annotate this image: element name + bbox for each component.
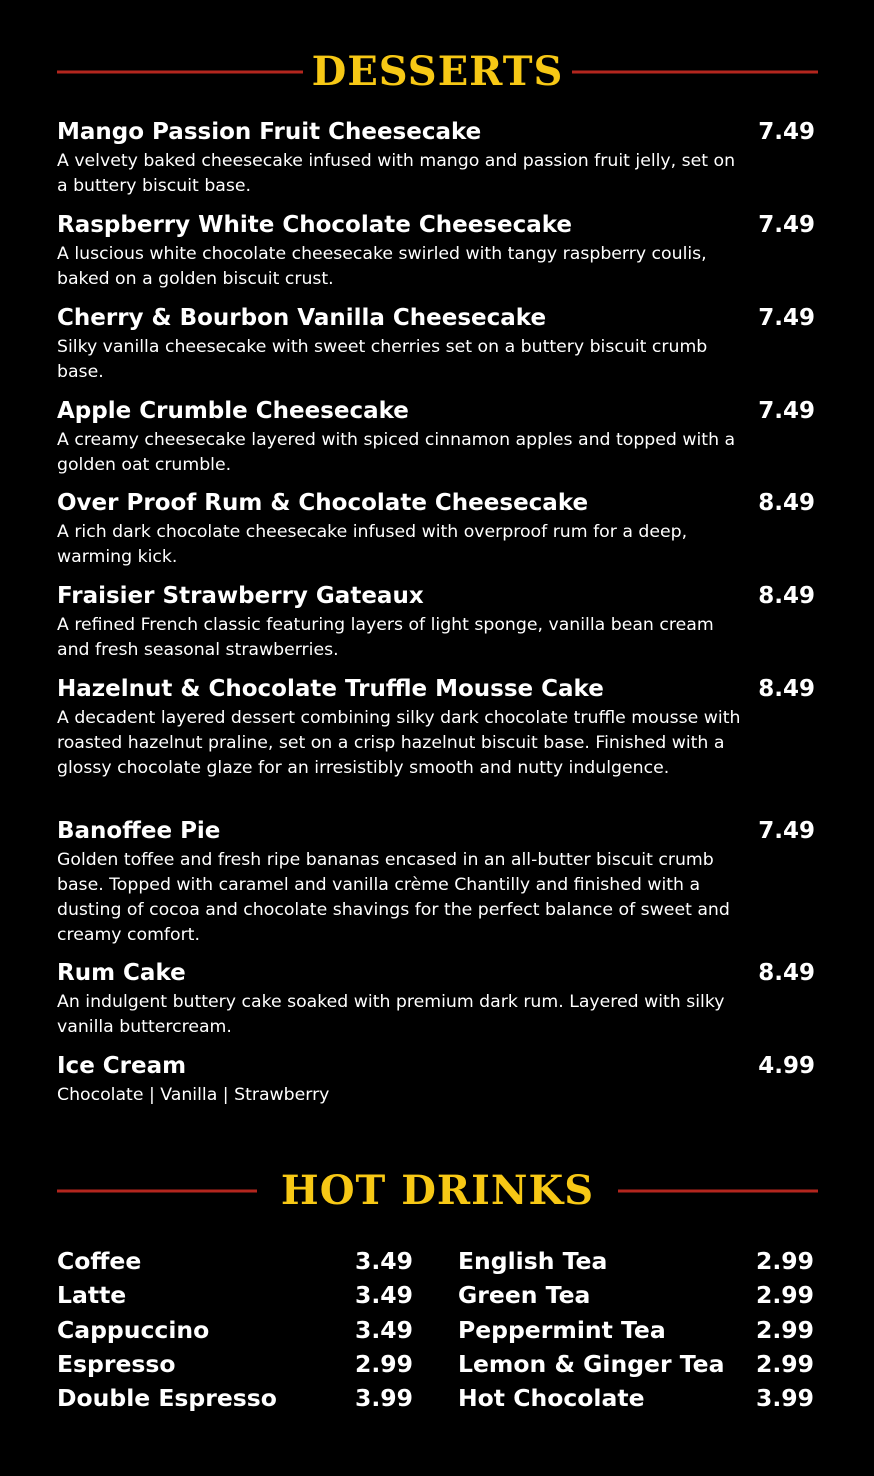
item-price: 7.49	[758, 119, 815, 145]
item-price: 8.49	[758, 676, 815, 702]
item-name: Banoffee Pie	[57, 818, 221, 844]
hot-drinks-header	[57, 1166, 818, 1216]
item-name: Hazelnut & Chocolate Truffle Mousse Cake	[57, 676, 604, 702]
drink-price: 3.99	[355, 1384, 413, 1413]
drink-row	[57, 1383, 413, 1417]
item-price: 7.49	[758, 818, 815, 844]
hot-drinks-right-column	[458, 1246, 814, 1417]
drink-name: Lemon & Ginger Tea	[458, 1349, 725, 1378]
drink-row	[57, 1246, 413, 1280]
drink-row	[458, 1246, 814, 1280]
item-price: 4.99	[758, 1053, 815, 1079]
item-description: A luscious white chocolate cheesecake swirled with tangy raspberry coulis, baked on a golden biscuit crust.	[57, 244, 707, 289]
drink-row	[57, 1349, 413, 1383]
hot-drinks-left-column	[57, 1246, 413, 1417]
item-description: A decadent layered dessert combining silky dark chocolate truffle mousse with roasted hazelnut praline, set on a crisp hazelnut biscuit base. Finished with a glossy chocolate glaze for an irresistibly smooth and nutty indulgence.	[57, 708, 741, 778]
item-description: Golden toffee and fresh ripe bananas encased in an all-butter biscuit crumb base. Topped with caramel and vanilla crème Chantilly and finished with a dusting of cocoa and chocolate shavings for the perfect balance of sweet and creamy comfort.	[57, 850, 730, 945]
drink-row	[57, 1315, 413, 1349]
drink-price: 3.49	[355, 1247, 413, 1275]
item-price: 7.49	[758, 305, 815, 331]
drink-name: English Tea	[458, 1247, 608, 1275]
drink-row	[458, 1349, 814, 1383]
drink-price: 2.99	[756, 1349, 814, 1378]
item-name: Ice Cream	[57, 1053, 187, 1079]
drink-price: 2.99	[756, 1315, 814, 1344]
item-name: Apple Crumble Cheesecake	[57, 398, 409, 424]
drink-name: Hot Chocolate	[458, 1384, 645, 1413]
drink-name: Cappuccino	[57, 1315, 210, 1344]
drink-name: Peppermint Tea	[458, 1315, 666, 1344]
hot-drinks-title: HOT DRINKS	[280, 1167, 595, 1214]
item-name: Mango Passion Fruit Cheesecake	[57, 119, 482, 145]
item-description: Silky vanilla cheesecake with sweet cherries set on a buttery biscuit crumb base.	[57, 337, 708, 382]
drink-price: 2.99	[355, 1349, 413, 1378]
drink-name: Green Tea	[458, 1281, 591, 1310]
drink-row	[458, 1280, 814, 1314]
drink-row	[458, 1315, 814, 1349]
item-name: Over Proof Rum & Chocolate Cheesecake	[57, 490, 589, 516]
item-price: 8.49	[758, 583, 815, 609]
item-description: A rich dark chocolate cheesecake infused with overproof rum for a deep, warming kick.	[57, 522, 688, 567]
drink-price: 2.99	[756, 1281, 814, 1310]
item-name: Raspberry White Chocolate Cheesecake	[57, 212, 573, 238]
item-price: 7.49	[758, 398, 815, 424]
item-name: Rum Cake	[57, 960, 186, 986]
item-description: A velvety baked cheesecake infused with mango and passion fruit jelly, set on a buttery biscuit base.	[57, 151, 736, 196]
drink-price: 3.99	[756, 1384, 814, 1413]
item-description: A refined French classic featuring layers of light sponge, vanilla bean cream and fresh seasonal strawberries.	[57, 615, 714, 660]
drink-price: 3.49	[355, 1281, 413, 1310]
drink-name: Latte	[57, 1281, 127, 1310]
drink-row	[57, 1280, 413, 1314]
item-description: Chocolate | Vanilla | Strawberry	[57, 1085, 330, 1105]
item-price: 8.49	[758, 490, 815, 516]
item-description: A creamy cheesecake layered with spiced cinnamon apples and topped with a golden oat crumble.	[57, 430, 736, 475]
desserts-title: DESSERTS	[311, 48, 564, 95]
item-name: Fraisier Strawberry Gateaux	[57, 583, 424, 609]
drink-name: Double Espresso	[57, 1384, 277, 1413]
item-description: An indulgent buttery cake soaked with premium dark rum. Layered with silky vanilla buttercream.	[57, 992, 725, 1037]
drink-row	[458, 1383, 814, 1417]
item-price: 8.49	[758, 960, 815, 986]
drink-name: Coffee	[57, 1247, 142, 1275]
desserts-header	[57, 47, 818, 97]
item-price: 7.49	[758, 212, 815, 238]
drink-price: 3.49	[355, 1315, 413, 1344]
drink-name: Espresso	[57, 1349, 176, 1378]
item-name: Cherry & Bourbon Vanilla Cheesecake	[57, 305, 547, 331]
drink-price: 2.99	[756, 1247, 814, 1275]
